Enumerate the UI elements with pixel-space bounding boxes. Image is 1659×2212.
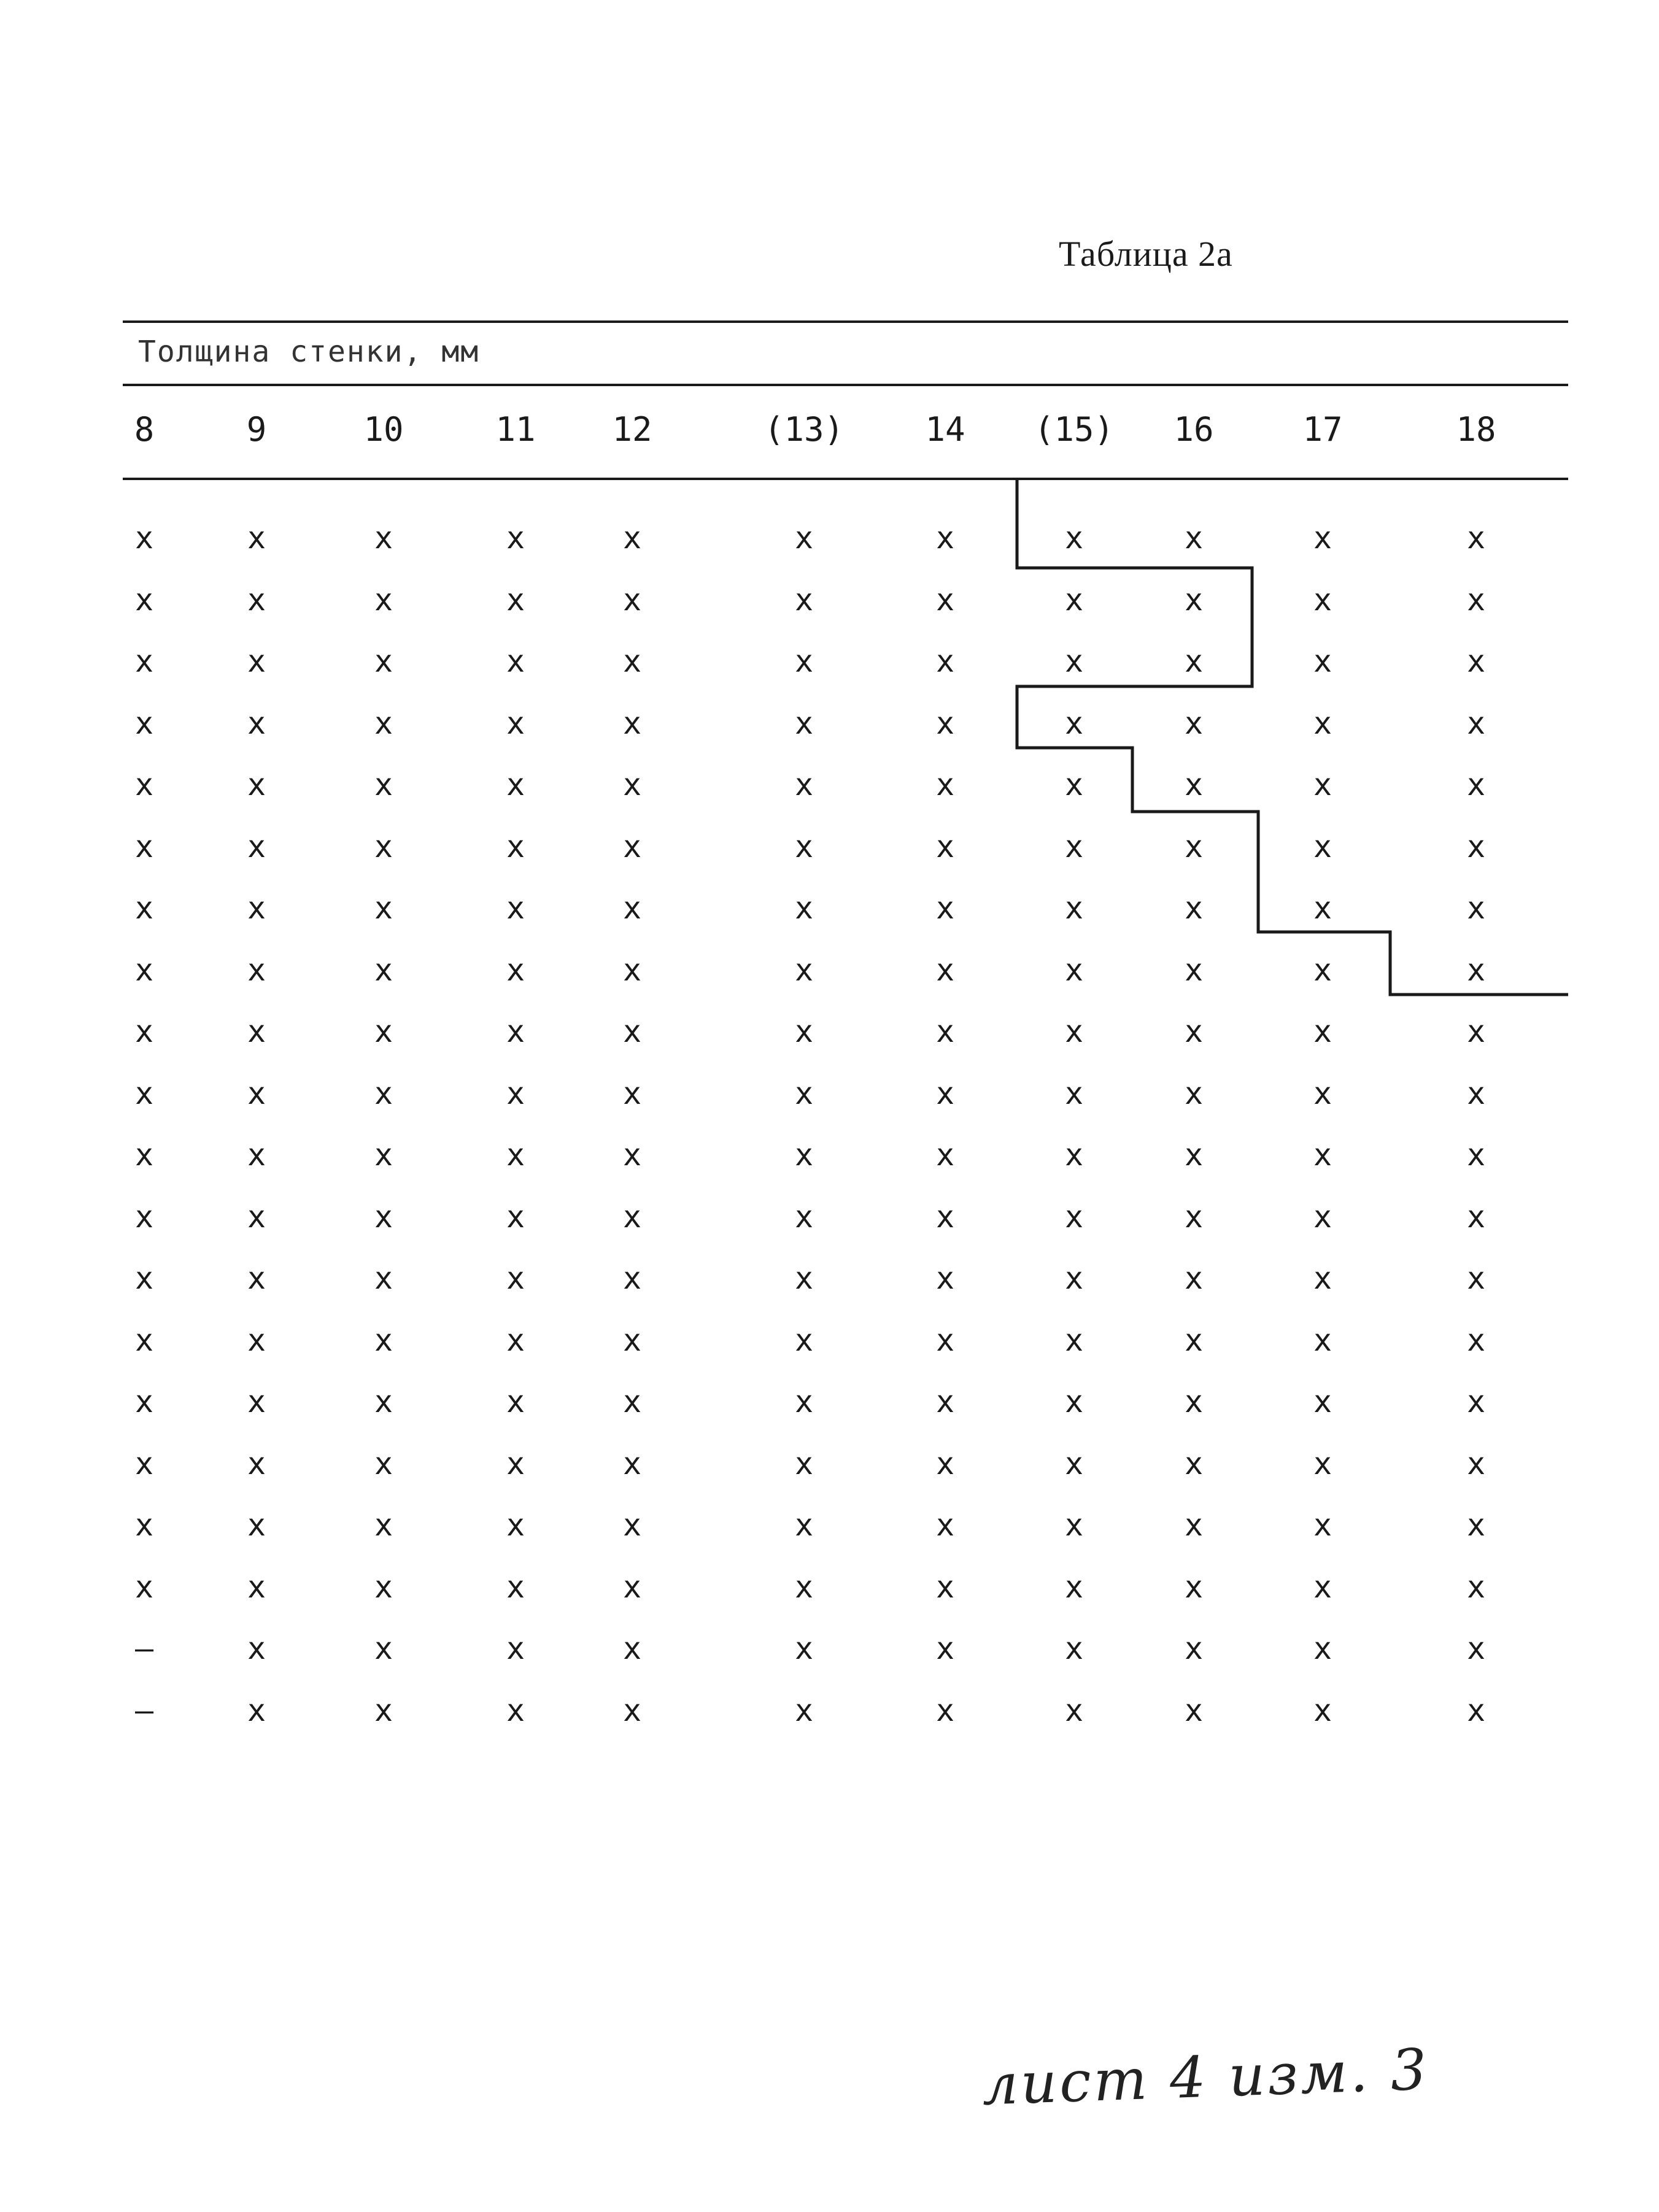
table-cell: x [794,705,814,741]
table-cell: x [1466,1198,1486,1235]
table-cell: x [1313,1260,1332,1296]
table-cell: x [134,1075,154,1111]
table-cell: x [622,828,642,864]
table-cell: x [1184,581,1204,618]
table-cell: x [1313,643,1332,679]
table-cell: x [374,952,393,988]
table-cell: x [1313,952,1332,988]
table-cell: x [1064,1198,1084,1235]
table-cell: x [134,952,154,988]
table-cell: x [1064,767,1084,802]
table-cell: x [374,1014,393,1049]
table-cell: x [247,1507,266,1543]
table-cell: x [247,1260,266,1296]
table-cell: x [794,1198,814,1235]
table-cell: x [374,1198,393,1235]
table-cell: x [374,1569,393,1605]
table-cell: x [1466,890,1486,926]
table-cell: x [935,705,955,741]
table-cell: x [1313,1507,1332,1543]
table-cell: x [1313,890,1332,926]
table-cell: x [1466,1631,1486,1666]
table-cell: x [622,1692,642,1728]
table-cell: x [506,952,525,988]
table-cell: x [935,828,955,864]
table-cell: x [794,1631,814,1666]
table-cell: x [374,1692,393,1728]
table-cell: x [1466,828,1486,864]
table-cell: x [1064,1445,1084,1481]
table-cell: x [1313,828,1332,864]
table-cell: x [247,1198,266,1235]
table-cell: x [622,1137,642,1173]
table-cell: x [935,767,955,802]
table-cell: x [374,643,393,679]
table-cell: x [506,1198,525,1235]
column-header: 11 [495,410,536,449]
table-cell: x [134,643,154,679]
table-cell: x [1184,705,1204,741]
table-cell: x [1466,1322,1486,1358]
table-cell: x [134,1198,154,1235]
table-cell: x [935,581,955,618]
column-header: 14 [925,410,965,449]
table-cell: x [622,1569,642,1605]
table-cell: x [134,890,154,926]
table-cell: x [794,1507,814,1543]
table-cell: x [935,1692,955,1728]
table-cell: x [622,705,642,741]
table-cell: x [506,1137,525,1173]
table-cell: x [1313,1322,1332,1358]
table-cell: x [374,828,393,864]
table-cell: x [794,1260,814,1296]
table-cell: x [622,1384,642,1419]
table-cell: x [247,890,266,926]
table-cell: x [622,581,642,618]
group-header: Толщина стенки, мм [138,335,480,369]
table-cell: x [1466,520,1486,556]
table-cell: x [622,890,642,926]
table-cell: x [1466,1075,1486,1111]
table-cell: x [506,705,525,741]
table-cell: x [1466,1569,1486,1605]
table-cell: x [1184,1384,1204,1419]
table-cell: x [134,1507,154,1543]
table-cell: x [247,705,266,741]
table-cell: x [1064,520,1084,556]
table-cell: x [247,1137,266,1173]
column-header: 17 [1302,410,1343,449]
table-cell: x [1184,890,1204,926]
table-cell: x [1064,890,1084,926]
table-cell: x [1466,1692,1486,1728]
table-cell: x [1184,1014,1204,1049]
table-cell: x [247,828,266,864]
table-cell: x [1313,520,1332,556]
table-cell: – [134,1692,154,1728]
table-cell: x [794,828,814,864]
column-header: 10 [363,410,404,449]
table-cell: x [794,520,814,556]
table-cell: x [1184,1260,1204,1296]
table-cell: x [506,1445,525,1481]
table-cell: x [374,1445,393,1481]
table-cell: x [374,705,393,741]
table-cell: x [1313,1384,1332,1419]
table-cell: x [506,890,525,926]
table-cell: x [794,1445,814,1481]
table-cell: x [935,890,955,926]
table-cell: x [1064,1569,1084,1605]
table-cell: x [374,1631,393,1666]
table-cell: x [506,1384,525,1419]
table-cell: x [247,767,266,802]
table-cell: x [506,643,525,679]
table-cell: x [134,1014,154,1049]
table-cell: x [1184,828,1204,864]
table-cell: x [1466,1014,1486,1049]
table-cell: x [247,1384,266,1419]
table-cell: x [935,1322,955,1358]
table-cell: x [247,1631,266,1666]
table-cell: x [1466,1384,1486,1419]
table-cell: x [374,1384,393,1419]
table-cell: x [622,1075,642,1111]
table-cell: x [794,1692,814,1728]
table-cell: x [247,1692,266,1728]
table-cell: x [935,1198,955,1235]
table-cell: x [506,828,525,864]
table-cell: x [1184,1322,1204,1358]
table-cell: x [247,952,266,988]
table-cell: x [1466,1445,1486,1481]
table-cell: x [622,1198,642,1235]
column-header: 12 [612,410,652,449]
table-cell: x [1064,1014,1084,1049]
table-cell: x [935,1137,955,1173]
table-cell: x [1466,1260,1486,1296]
table-cell: x [134,705,154,741]
table-cell: x [1064,705,1084,741]
table-cell: x [506,1569,525,1605]
table-cell: x [622,952,642,988]
table-cell: x [374,520,393,556]
table-cell: x [935,643,955,679]
table-cell: x [1184,1631,1204,1666]
table-cell: x [622,767,642,802]
table-cell: x [794,1384,814,1419]
table-cell: x [1064,952,1084,988]
table-cell: x [1184,767,1204,802]
table-cell: x [1313,705,1332,741]
table-cell: x [1313,1445,1332,1481]
table-cell: x [622,520,642,556]
table-cell: x [1313,1631,1332,1666]
table-cell: x [247,1322,266,1358]
table-cell: x [1184,1075,1204,1111]
table-cell: x [506,1014,525,1049]
table-cell: x [1184,1137,1204,1173]
table-cell: x [1064,1322,1084,1358]
table-cell: x [247,1569,266,1605]
table-cell: x [134,828,154,864]
table-cell: x [935,1569,955,1605]
column-header: 16 [1174,410,1214,449]
table-cell: x [935,1631,955,1666]
table-cell: x [935,520,955,556]
table-cell: x [1064,828,1084,864]
column-header: 9 [246,410,267,449]
table-cell: x [1313,1014,1332,1049]
table-cell: x [622,1260,642,1296]
table-cell: x [1184,520,1204,556]
table-cell: x [794,952,814,988]
table-cell: x [622,643,642,679]
table-cell: x [794,890,814,926]
table-cell: x [1313,1692,1332,1728]
table-cell: x [374,1322,393,1358]
table-cell: x [794,1137,814,1173]
table-cell: x [935,952,955,988]
table-caption: Таблица 2а [1059,234,1233,274]
table-cell: x [935,1260,955,1296]
table-cell: x [134,1384,154,1419]
table-cell: x [1466,767,1486,802]
table-cell: x [794,581,814,618]
table-cell: x [1313,1137,1332,1173]
table-cell: x [506,1631,525,1666]
table-cell: x [1184,1198,1204,1235]
table-cell: x [794,767,814,802]
table-cell: x [1313,1569,1332,1605]
table-cell: x [622,1507,642,1543]
table-cell: x [1466,581,1486,618]
table-cell: x [1064,1692,1084,1728]
table-cell: x [1064,1384,1084,1419]
table-cell: x [506,581,525,618]
table-cell: x [506,1260,525,1296]
table-cell: x [935,1075,955,1111]
table-cell: x [1064,1260,1084,1296]
table-cell: x [794,1322,814,1358]
table-cell: x [1466,1507,1486,1543]
table-cell: x [247,581,266,618]
table-cell: x [506,1507,525,1543]
table-cell: x [506,1322,525,1358]
table-cell: x [374,1507,393,1543]
table-cell: x [374,767,393,802]
table-cell: x [794,643,814,679]
table-cell: x [134,1137,154,1173]
column-header: 8 [134,410,155,449]
table-cell: x [794,1569,814,1605]
table-cell: x [506,520,525,556]
table-cell: x [1184,1692,1204,1728]
table-cell: x [247,1075,266,1111]
table-cell: x [134,1445,154,1481]
table-cell: x [622,1322,642,1358]
column-header: 18 [1456,410,1496,449]
table-cell: x [1466,705,1486,741]
table-cell: x [1184,1569,1204,1605]
table-cell: x [374,581,393,618]
table-cell: x [134,767,154,802]
table-cell: x [1064,581,1084,618]
table-cell: x [1064,1075,1084,1111]
table-cell: x [1313,1198,1332,1235]
table-cell: x [374,1075,393,1111]
table-cell: x [1466,643,1486,679]
table-cell: x [134,581,154,618]
table-cell: x [794,1075,814,1111]
table-cell: x [1064,1137,1084,1173]
table-cell: x [794,1014,814,1049]
table-cell: x [1064,1631,1084,1666]
table-cell: x [935,1507,955,1543]
table-cell: x [935,1445,955,1481]
table-cell: – [134,1631,154,1666]
table-cell: x [1313,767,1332,802]
table-cell: x [1184,1445,1204,1481]
table-cell: x [935,1384,955,1419]
table-cell: x [247,643,266,679]
table-cell: x [247,1445,266,1481]
table-cell: x [1313,1075,1332,1111]
table-cell: x [374,890,393,926]
table-cell: x [1184,952,1204,988]
table-cell: x [506,767,525,802]
table-cell: x [247,520,266,556]
table-cell: x [374,1137,393,1173]
table-cell: x [1184,643,1204,679]
table-cell: x [506,1075,525,1111]
column-header: (15) [1034,410,1115,449]
handwritten-note: лист 4 изм. 3 [981,2036,1430,2118]
table-cell: x [1064,643,1084,679]
table-cell: x [134,1322,154,1358]
table-cell: x [1466,1137,1486,1173]
table-cell: x [134,1569,154,1605]
table-cell: x [622,1445,642,1481]
table-cell: x [1466,952,1486,988]
table-cell: x [1184,1507,1204,1543]
table-cell: x [134,1260,154,1296]
table-cell: x [134,520,154,556]
table-cell: x [1064,1507,1084,1543]
table-cell: x [1313,581,1332,618]
table-cell: x [622,1631,642,1666]
table-cell: x [622,1014,642,1049]
column-header: (13) [764,410,845,449]
table-cell: x [935,1014,955,1049]
table-cell: x [506,1692,525,1728]
table-cell: x [247,1014,266,1049]
table-cell: x [374,1260,393,1296]
